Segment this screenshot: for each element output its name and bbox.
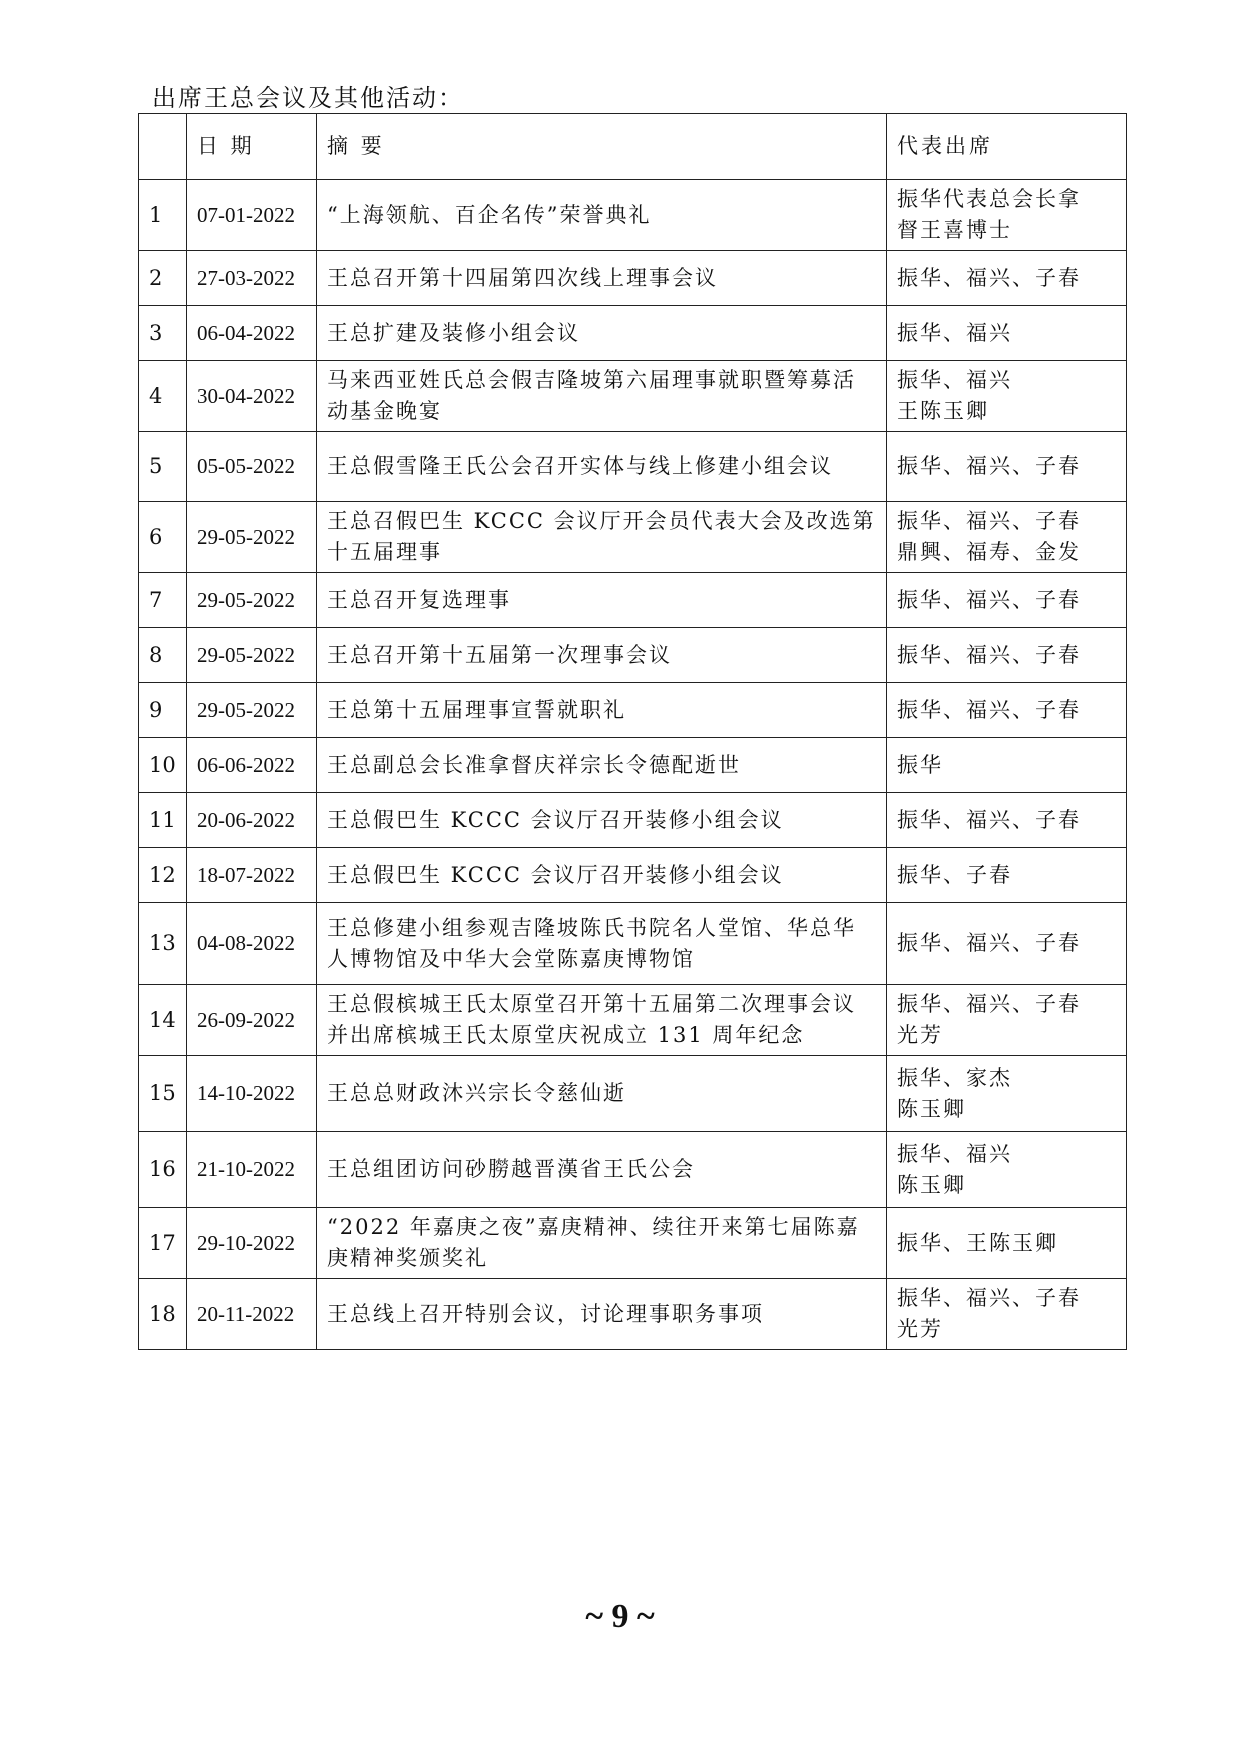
row-number: 17	[139, 1208, 187, 1279]
row-representatives: 振华、福兴、子春	[887, 251, 1127, 306]
table-row	[139, 628, 1127, 683]
section-heading: 出席王总会议及其他活动：	[152, 84, 464, 112]
table-row	[139, 180, 1127, 251]
row-summary: 王总线上召开特别会议，讨论理事职务事项	[317, 1279, 887, 1350]
table-row	[139, 985, 1127, 1056]
row-representatives: 振华代表总会长拿 督王喜博士	[887, 180, 1127, 251]
row-date: 05-05-2022	[187, 432, 317, 502]
row-summary: 王总假槟城王氏太原堂召开第十五届第二次理事会议并出席槟城王氏太原堂庆祝成立 131 周年纪念	[317, 985, 887, 1056]
table-header-row	[139, 114, 1127, 180]
activities-table	[138, 113, 1127, 1350]
row-summary: 王总召开第十四届第四次线上理事会议	[317, 251, 887, 306]
table-row	[139, 573, 1127, 628]
row-date: 18-07-2022	[187, 848, 317, 903]
row-representatives: 振华、福兴、子春	[887, 573, 1127, 628]
row-summary: 马来西亚姓氏总会假吉隆坡第六届理事就职暨筹募活动基金晚宴	[317, 361, 887, 432]
table-row	[139, 1132, 1127, 1208]
row-number: 6	[139, 502, 187, 573]
row-date: 14-10-2022	[187, 1056, 317, 1132]
row-summary: 王总总财政沐兴宗长令慈仙逝	[317, 1056, 887, 1132]
table-row	[139, 306, 1127, 361]
table-row	[139, 251, 1127, 306]
column-header-date: 日 期	[187, 114, 317, 180]
row-summary: 王总召开第十五届第一次理事会议	[317, 628, 887, 683]
row-number: 14	[139, 985, 187, 1056]
row-date: 20-11-2022	[187, 1279, 317, 1350]
row-representatives: 振华、王陈玉卿	[887, 1208, 1127, 1279]
row-number: 9	[139, 683, 187, 738]
row-date: 04-08-2022	[187, 903, 317, 985]
row-number: 3	[139, 306, 187, 361]
row-representatives: 振华、家杰 陈玉卿	[887, 1056, 1127, 1132]
row-date: 06-04-2022	[187, 306, 317, 361]
row-representatives: 振华、福兴	[887, 306, 1127, 361]
row-number: 8	[139, 628, 187, 683]
row-number: 11	[139, 793, 187, 848]
table-row	[139, 502, 1127, 573]
row-date: 29-10-2022	[187, 1208, 317, 1279]
table-row	[139, 683, 1127, 738]
row-summary: 王总召假巴生 KCCC 会议厅开会员代表大会及改选第十五届理事	[317, 502, 887, 573]
row-number: 2	[139, 251, 187, 306]
table-row	[139, 738, 1127, 793]
table-row	[139, 1056, 1127, 1132]
row-summary: 王总召开复选理事	[317, 573, 887, 628]
row-date: 30-04-2022	[187, 361, 317, 432]
row-summary: “上海领航、百企名传”荣誉典礼	[317, 180, 887, 251]
row-date: 27-03-2022	[187, 251, 317, 306]
row-date: 21-10-2022	[187, 1132, 317, 1208]
row-date: 29-05-2022	[187, 502, 317, 573]
row-representatives: 振华、福兴 陈玉卿	[887, 1132, 1127, 1208]
row-number: 13	[139, 903, 187, 985]
table-row	[139, 361, 1127, 432]
row-date: 29-05-2022	[187, 573, 317, 628]
row-date: 29-05-2022	[187, 683, 317, 738]
row-representatives: 振华、福兴、子春 鼎興、福寿、金发	[887, 502, 1127, 573]
table-row	[139, 848, 1127, 903]
row-number: 10	[139, 738, 187, 793]
row-number: 5	[139, 432, 187, 502]
table-row	[139, 1208, 1127, 1279]
row-summary: 王总第十五届理事宣誓就职礼	[317, 683, 887, 738]
table-row	[139, 793, 1127, 848]
row-summary: 王总假雪隆王氏公会召开实体与线上修建小组会议	[317, 432, 887, 502]
row-number: 1	[139, 180, 187, 251]
row-number: 4	[139, 361, 187, 432]
column-header-representatives: 代表出席	[887, 114, 1127, 180]
row-number: 15	[139, 1056, 187, 1132]
row-representatives: 振华	[887, 738, 1127, 793]
row-representatives: 振华、福兴、子春 光芳	[887, 985, 1127, 1056]
column-header-summary: 摘 要	[317, 114, 887, 180]
row-date: 20-06-2022	[187, 793, 317, 848]
row-summary: 王总假巴生 KCCC 会议厅召开装修小组会议	[317, 848, 887, 903]
row-representatives: 振华、福兴、子春	[887, 793, 1127, 848]
table-row	[139, 432, 1127, 502]
page-number: ~ 9 ~	[585, 1598, 655, 1635]
row-representatives: 振华、福兴、子春	[887, 628, 1127, 683]
column-header-no	[139, 114, 187, 180]
row-summary: “2022 年嘉庚之夜”嘉庚精神、续往开来第七届陈嘉庚精神奖颁奖礼	[317, 1208, 887, 1279]
table-row	[139, 903, 1127, 985]
table-row	[139, 1279, 1127, 1350]
row-number: 12	[139, 848, 187, 903]
row-summary: 王总假巴生 KCCC 会议厅召开装修小组会议	[317, 793, 887, 848]
row-date: 26-09-2022	[187, 985, 317, 1056]
row-representatives: 振华、福兴、子春 光芳	[887, 1279, 1127, 1350]
row-summary: 王总组团访问砂朥越晋漢省王氏公会	[317, 1132, 887, 1208]
row-summary: 王总扩建及装修小组会议	[317, 306, 887, 361]
row-number: 7	[139, 573, 187, 628]
row-summary: 王总修建小组参观吉隆坡陈氏书院名人堂馆、华总华人博物馆及中华大会堂陈嘉庚博物馆	[317, 903, 887, 985]
row-summary: 王总副总会长准拿督庆祥宗长令德配逝世	[317, 738, 887, 793]
row-representatives: 振华、福兴、子春	[887, 903, 1127, 985]
row-date: 07-01-2022	[187, 180, 317, 251]
row-representatives: 振华、福兴、子春	[887, 432, 1127, 502]
row-date: 29-05-2022	[187, 628, 317, 683]
row-representatives: 振华、福兴 王陈玉卿	[887, 361, 1127, 432]
row-number: 16	[139, 1132, 187, 1208]
row-date: 06-06-2022	[187, 738, 317, 793]
row-representatives: 振华、福兴、子春	[887, 683, 1127, 738]
row-number: 18	[139, 1279, 187, 1350]
row-representatives: 振华、子春	[887, 848, 1127, 903]
